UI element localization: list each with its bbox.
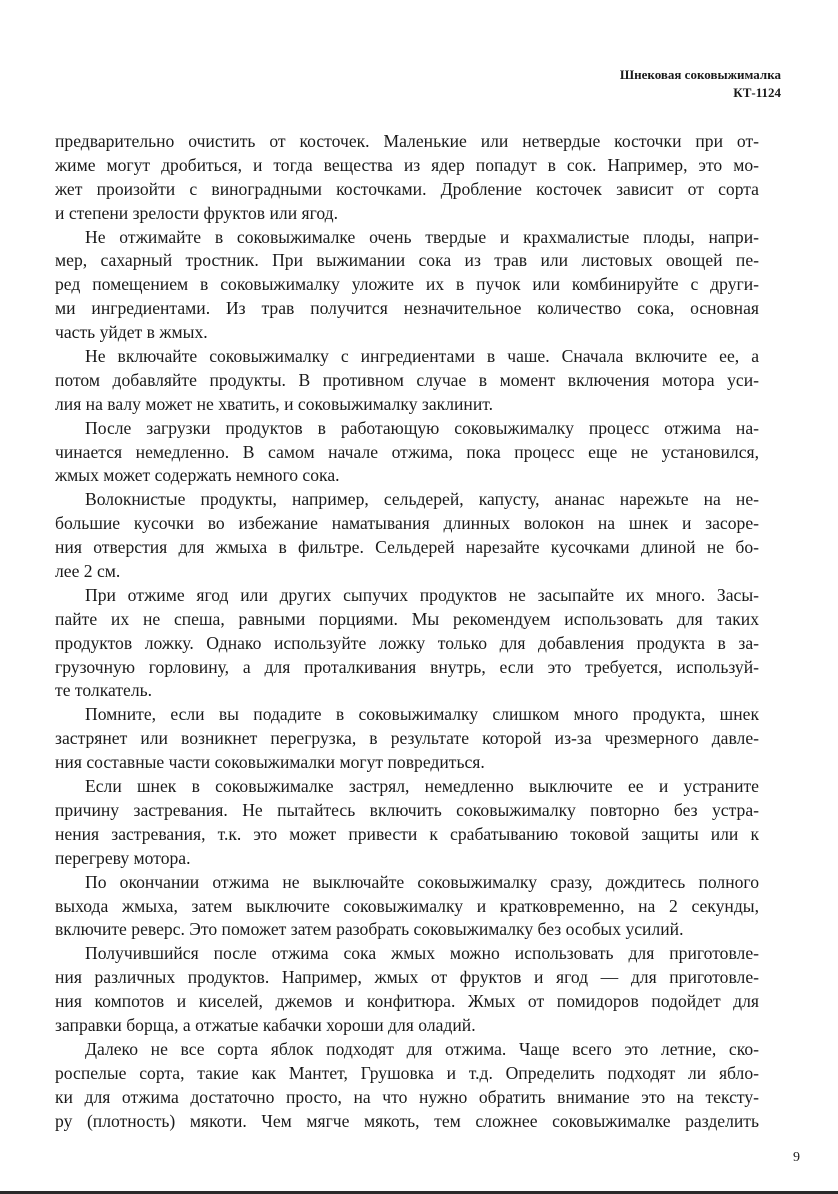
text-line: часть уйдет в жмых.	[55, 322, 208, 343]
text-line: По окончании отжима не выключайте соковыжималку сразу, дождитесь полного	[85, 871, 759, 892]
text-line: те толкатель.	[55, 680, 153, 701]
page-number: 9	[793, 1150, 800, 1165]
text-line: выхода жмыха, затем выключите соковыжималку и кратковременно, на 2 секунды,	[55, 895, 759, 916]
text-line: чинается немедленно. В самом начале отжима, пока процесс еще не установился,	[55, 441, 759, 462]
text-line: ми ингредиентами. Из трав получится незначительное количество сока, основная	[55, 298, 759, 319]
text-line: нения застревания, т.к. это может привести к срабатыванию токовой защиты или к	[55, 823, 759, 844]
text-line: потом добавляйте продукты. В противном случае в момент включения мотора уси-	[55, 369, 759, 390]
text-line: ния различных продуктов. Например, жмых от фруктов и ягод — для приготовле-	[55, 967, 759, 988]
text-line: ния составные части соковыжималки могут повредиться.	[55, 752, 485, 773]
body-text	[55, 130, 759, 1133]
text-line: перегреву мотора.	[55, 847, 191, 868]
text-line: Получившийся после отжима сока жмых можно использовать для приготовле-	[85, 943, 759, 964]
text-line: Помните, если вы подадите в соковыжималку слишком много продукта, шнек	[85, 704, 759, 725]
text-line: застрянет или возникнет перегрузка, в результате которой из-за чрезмерного давле-	[55, 728, 759, 749]
text-line: После загрузки продуктов в работающую соковыжималку процесс отжима на-	[85, 417, 759, 438]
text-line: большие кусочки во избежание наматывания длинных волокон на шнек и засоре-	[55, 513, 759, 534]
text-line: жет произойти с виноградными косточками. Дробление косточек зависит от сорта	[55, 178, 759, 199]
text-line: роспелые сорта, такие как Мантет, Грушовка и т.д. Определить подходят ли ябло-	[55, 1062, 759, 1083]
text-line: Не включайте соковыжималку с ингредиентами в чаше. Сначала включите ее, а	[85, 346, 759, 367]
text-line: При отжиме ягод или других сыпучих продуктов не засыпайте их много. Засы-	[85, 584, 759, 605]
text-line: жмых может содержать немного сока.	[55, 465, 340, 486]
text-line: Волокнистые продукты, например, сельдерей, капусту, ананас нарежьте на не-	[85, 489, 759, 510]
text-line: и степени зрелости фруктов или ягод.	[55, 202, 339, 223]
text-line: заправки борща, а отжатые кабачки хороши для оладий.	[55, 1014, 476, 1035]
text-line: пайте их не спеша, равными порциями. Мы рекомендуем использовать для таких	[55, 608, 759, 629]
running-header	[620, 66, 781, 102]
text-line: Если шнек в соковыжималке застрял, немедленно выключите ее и устраните	[85, 776, 759, 797]
text-line: мер, сахарный тростник. При выжимании сока из трав или листовых овощей пе-	[55, 250, 759, 271]
text-line: Далеко не все сорта яблок подходят для отжима. Чаще всего это летние, ско-	[85, 1038, 759, 1059]
text-line: лее 2 см.	[55, 561, 121, 582]
text-line: жиме могут дробиться, и тогда вещества из ядер попадут в сок. Например, это мо-	[55, 154, 759, 175]
text-line: ред помещением в соковыжималку уложите их в пучок или комбинируйте с други-	[55, 274, 759, 295]
header-title: Шнековая соковыжималка	[619, 67, 781, 82]
text-line: лия на валу может не хватить, и соковыжималку заклинит.	[55, 393, 494, 414]
text-line: ру (плотность) мякоти. Чем мягче мякоть, тем сложнее соковыжималке разделить	[55, 1110, 759, 1131]
text-line: причину застревания. Не пытайтесь включить соковыжималку повторно без устра-	[55, 799, 759, 820]
text-line: предварительно очистить от косточек. Маленькие или нетвердые косточки при от-	[55, 131, 759, 151]
header-model: КТ-1124	[733, 85, 781, 100]
text-line: Не отжимайте в соковыжималке очень твердые и крахмалистые плоды, напри-	[85, 226, 759, 247]
text-line: включите реверс. Это поможет затем разобрать соковыжималку без особых усилий.	[55, 919, 684, 940]
text-line: ки для отжима достаточно просто, на что нужно обратить внимание это на тексту-	[55, 1086, 759, 1107]
text-line: грузочную горловину, а для проталкивания внутрь, если это требуется, используй-	[55, 656, 759, 677]
text-line: ния компотов и киселей, джемов и конфитюра. Жмых от помидоров подойдет для	[55, 991, 759, 1012]
text-line: ния отверстия для жмыха в фильтре. Сельдерей нарезайте кусочками длиной не бо-	[55, 537, 759, 558]
text-line: продуктов ложку. Однако используйте ложку только для добавления продукта в за-	[55, 632, 759, 653]
